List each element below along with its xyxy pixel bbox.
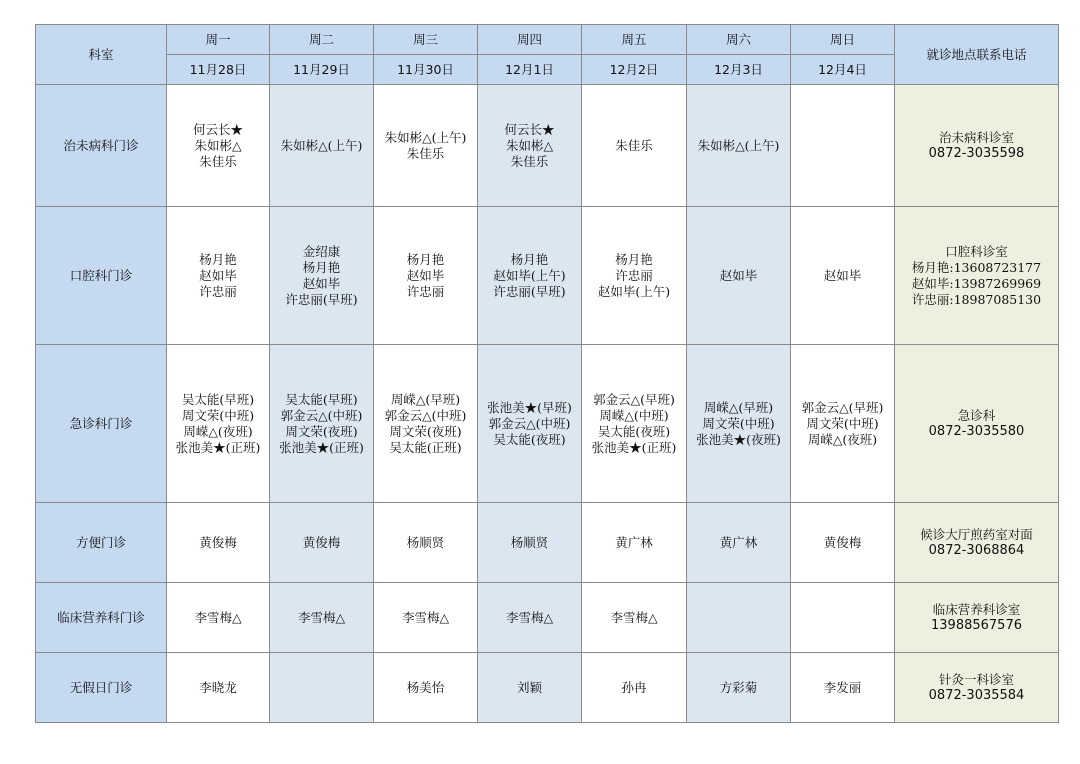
- doctor-name: 周嵘△(夜班): [183, 423, 253, 439]
- date-header: 11月29日: [270, 55, 374, 85]
- weekday-header: 周二: [270, 25, 374, 55]
- weekday-header: 周三: [374, 25, 478, 55]
- doctor-name: 何云长★: [504, 121, 555, 137]
- doctor-name: 张池美★(夜班): [696, 431, 781, 447]
- doctor-name: 杨顺贤: [406, 534, 445, 550]
- doctor-name: 杨顺贤: [510, 534, 549, 550]
- doctor-name: 杨月艳: [199, 251, 237, 267]
- schedule-cell: [374, 583, 478, 653]
- doctor-name: 吴太能(正班): [389, 439, 462, 455]
- doctor-name: 赵如毕: [302, 275, 341, 291]
- schedule-cell: [270, 207, 374, 345]
- doctor-name: 方彩菊: [719, 679, 758, 695]
- schedule-cell: [791, 503, 895, 583]
- contact-header: 就诊地点联系电话: [895, 25, 1059, 85]
- dept-cell: 临床营养科门诊: [36, 583, 167, 653]
- phone-number: 0872-3035584: [928, 687, 1025, 703]
- schedule-cell: [374, 85, 478, 207]
- doctor-name: 张池美★(正班): [279, 439, 364, 455]
- schedule-cell: [374, 503, 478, 583]
- date-header: 11月30日: [374, 55, 478, 85]
- schedule-cell: [478, 503, 582, 583]
- phone-number: 赵如毕:13987269969: [911, 275, 1042, 291]
- doctor-name: 朱如彬△(上午): [384, 129, 467, 145]
- location-name: 急诊科: [957, 407, 996, 423]
- schedule-cell: [270, 583, 374, 653]
- weekday-header: 周五: [582, 25, 687, 55]
- doctor-name: 郭金云△(中班): [280, 407, 363, 423]
- schedule-cell: [167, 207, 270, 345]
- doctor-name: 杨月艳: [510, 251, 549, 267]
- doctor-name: 吴太能(夜班): [493, 431, 566, 447]
- doctor-name: 孙冉: [621, 679, 647, 695]
- schedule-cell: [167, 345, 270, 503]
- schedule-cell: [374, 345, 478, 503]
- doctor-name: 李雪梅△: [297, 609, 346, 625]
- doctor-name: 朱如彬△: [194, 137, 242, 153]
- phone-number: 0872-3035580: [928, 423, 1025, 439]
- phone-number: 0872-3035598: [928, 145, 1025, 161]
- schedule-cell: [478, 207, 582, 345]
- doctor-name: 张池美★(正班): [591, 439, 677, 455]
- doctor-name: 赵如毕: [199, 267, 237, 283]
- doctor-name: 李雪梅△: [401, 609, 450, 625]
- doctor-name: 金绍康: [302, 243, 341, 259]
- doctor-name: 赵如毕(上午): [493, 267, 566, 283]
- phone-number: 13988567576: [931, 617, 1022, 633]
- doctor-name: 朱佳乐: [615, 137, 653, 153]
- doctor-name: 郭金云△(早班): [801, 399, 884, 415]
- schedule-table: [35, 24, 1059, 723]
- doctor-name: 黄广林: [719, 534, 758, 550]
- schedule-cell: [791, 85, 895, 207]
- doctor-name: 朱佳乐: [510, 153, 549, 169]
- doctor-name: 李雪梅△: [610, 609, 658, 625]
- doctor-name: 黄俊梅: [823, 534, 862, 550]
- date-header: 12月3日: [687, 55, 791, 85]
- schedule-cell: [687, 503, 791, 583]
- schedule-cell: [687, 345, 791, 503]
- doctor-name: 周文荣(中班): [181, 407, 255, 423]
- doctor-name: 杨美怡: [406, 679, 445, 695]
- doctor-name: 许忠丽: [199, 283, 237, 299]
- schedule-cell: [478, 345, 582, 503]
- weekday-header: 周日: [791, 25, 895, 55]
- schedule-cell: [270, 345, 374, 503]
- dept-cell: 治未病科门诊: [36, 85, 167, 207]
- schedule-cell: [374, 207, 478, 345]
- phone-number: 许忠丽:18987085130: [911, 291, 1042, 307]
- location-name: 口腔科诊室: [945, 243, 1008, 259]
- doctor-name: 郭金云△(中班): [384, 407, 467, 423]
- contact-cell: [895, 653, 1059, 723]
- doctor-name: 许忠丽: [406, 283, 445, 299]
- doctor-name: 赵如毕(上午): [597, 283, 671, 299]
- table-row: [36, 345, 1059, 503]
- doctor-name: 朱如彬△(上午): [697, 137, 780, 153]
- schedule-cell: [582, 207, 687, 345]
- phone-number: 杨月艳:13608723177: [911, 259, 1042, 275]
- doctor-name: 张池美★(正班): [175, 439, 261, 455]
- doctor-name: 李雪梅△: [505, 609, 554, 625]
- table-row: [36, 583, 1059, 653]
- contact-cell: [895, 345, 1059, 503]
- doctor-name: 何云长★: [192, 121, 243, 137]
- contact-cell: [895, 85, 1059, 207]
- schedule-cell: [687, 653, 791, 723]
- schedule-cell: [478, 85, 582, 207]
- schedule-cell: [791, 345, 895, 503]
- doctor-name: 吴太能(早班): [181, 391, 255, 407]
- schedule-cell: [167, 503, 270, 583]
- contact-cell: [895, 207, 1059, 345]
- date-header: 12月2日: [582, 55, 687, 85]
- date-header: 11月28日: [167, 55, 270, 85]
- schedule-cell: [687, 583, 791, 653]
- doctor-name: 黄俊梅: [302, 534, 341, 550]
- doctor-name: 张池美★(早班): [487, 399, 572, 415]
- doctor-name: 吴太能(夜班): [597, 423, 671, 439]
- doctor-name: 许忠丽: [615, 267, 653, 283]
- table-row: [36, 85, 1059, 207]
- dept-cell: 急诊科门诊: [36, 345, 167, 503]
- doctor-name: 吴太能(早班): [285, 391, 358, 407]
- doctor-name: 周嵘△(中班): [599, 407, 669, 423]
- schedule-cell: [791, 653, 895, 723]
- doctor-name: 朱如彬△: [505, 137, 554, 153]
- doctor-name: 赵如毕: [823, 267, 862, 283]
- doctor-name: 杨月艳: [302, 259, 341, 275]
- table-row: [36, 503, 1059, 583]
- doctor-name: 周文荣(夜班): [285, 423, 358, 439]
- schedule-cell: [478, 653, 582, 723]
- schedule-cell: [167, 653, 270, 723]
- schedule-cell: [167, 583, 270, 653]
- weekday-header: 周六: [687, 25, 791, 55]
- doctor-name: 黄广林: [615, 534, 653, 550]
- weekday-header: 周一: [167, 25, 270, 55]
- doctor-name: 周文荣(中班): [702, 415, 775, 431]
- schedule-body: [36, 85, 1059, 723]
- doctor-name: 周嵘△(早班): [390, 391, 461, 407]
- schedule-cell: [582, 345, 687, 503]
- doctor-name: 李晓龙: [199, 679, 237, 695]
- schedule-cell: [478, 583, 582, 653]
- doctor-name: 许忠丽(早班): [285, 291, 358, 307]
- schedule-cell: [687, 85, 791, 207]
- doctor-name: 朱佳乐: [199, 153, 237, 169]
- doctor-name: 许忠丽(早班): [493, 283, 566, 299]
- schedule-cell: [582, 583, 687, 653]
- dept-cell: 方便门诊: [36, 503, 167, 583]
- schedule-cell: [791, 207, 895, 345]
- doctor-name: 周文荣(中班): [806, 415, 879, 431]
- date-header: 12月1日: [478, 55, 582, 85]
- location-name: 治未病科诊室: [938, 129, 1014, 145]
- schedule-cell: [374, 653, 478, 723]
- location-name: 候诊大厅煎药室对面: [920, 526, 1033, 542]
- schedule-cell: [582, 653, 687, 723]
- doctor-name: 朱佳乐: [406, 145, 445, 161]
- doctor-name: 周文荣(夜班): [389, 423, 462, 439]
- date-header: 12月4日: [791, 55, 895, 85]
- header-row-weekdays: [36, 25, 1059, 55]
- contact-cell: [895, 503, 1059, 583]
- doctor-name: 刘颖: [516, 679, 542, 695]
- doctor-name: 李雪梅△: [194, 609, 242, 625]
- schedule-cell: [582, 503, 687, 583]
- doctor-name: 周嵘△(夜班): [807, 431, 878, 447]
- dept-cell: 口腔科门诊: [36, 207, 167, 345]
- doctor-name: 黄俊梅: [199, 534, 237, 550]
- doctor-name: 杨月艳: [615, 251, 653, 267]
- schedule-cell: [270, 503, 374, 583]
- doctor-name: 朱如彬△(上午): [280, 137, 363, 153]
- schedule-cell: [791, 583, 895, 653]
- phone-number: 0872-3068864: [928, 542, 1025, 558]
- weekday-header: 周四: [478, 25, 582, 55]
- schedule-cell: [582, 85, 687, 207]
- contact-cell: [895, 583, 1059, 653]
- doctor-name: 赵如毕: [406, 267, 445, 283]
- doctor-name: 李发丽: [823, 679, 862, 695]
- schedule-cell: [270, 85, 374, 207]
- doctor-name: 郭金云△(中班): [488, 415, 571, 431]
- dept-cell: 无假日门诊: [36, 653, 167, 723]
- table-row: [36, 653, 1059, 723]
- doctor-name: 周嵘△(早班): [703, 399, 774, 415]
- location-name: 针灸一科诊室: [938, 671, 1014, 687]
- schedule-cell: [687, 207, 791, 345]
- doctor-name: 赵如毕: [719, 267, 758, 283]
- schedule-cell: [167, 85, 270, 207]
- dept-header: 科室: [36, 25, 167, 85]
- doctor-name: 杨月艳: [406, 251, 445, 267]
- doctor-name: 郭金云△(早班): [593, 391, 675, 407]
- location-name: 临床营养科诊室: [932, 601, 1021, 617]
- table-row: [36, 207, 1059, 345]
- schedule-cell: [270, 653, 374, 723]
